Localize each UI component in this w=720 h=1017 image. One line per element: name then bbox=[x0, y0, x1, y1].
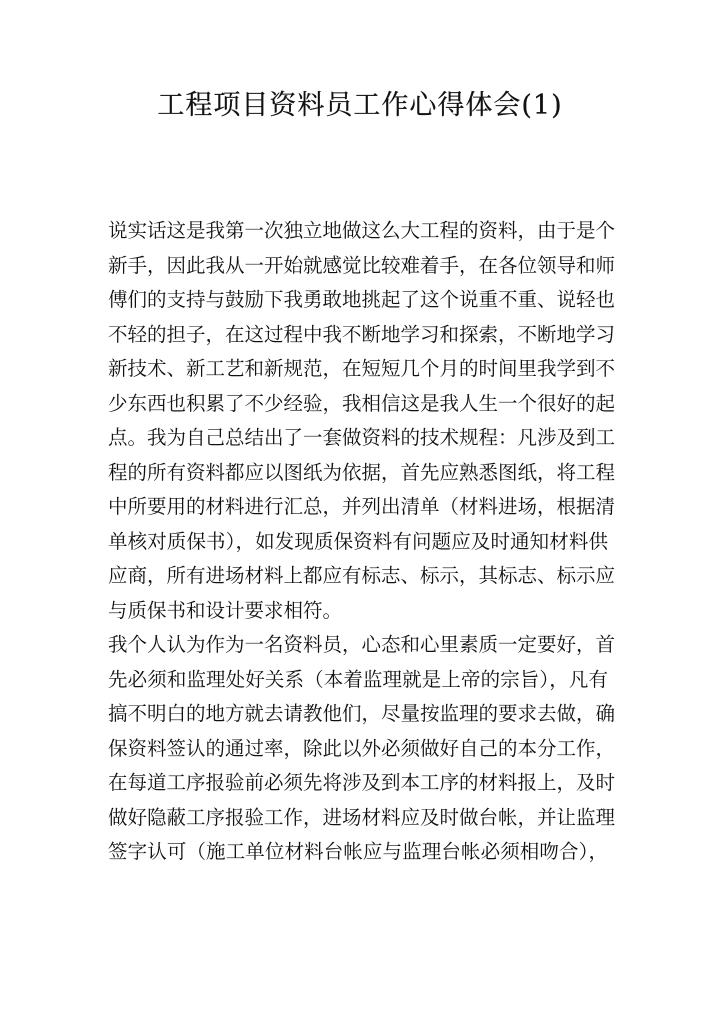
text-line: 先必须和监理处好关系（本着监理就是上帝的宗旨），凡有 bbox=[108, 667, 608, 691]
text-line: 搞不明白的地方就去请教他们，尽量按监理的要求去做，确 bbox=[108, 702, 616, 725]
text-line: 保资料签认的通过率，除此以外必须做好自己的本分工作， bbox=[108, 736, 616, 760]
text-line: 签字认可（施工单位材料台帐应与监理台帐必须相吻合）， bbox=[108, 840, 608, 863]
document-body bbox=[108, 214, 616, 870]
text-line: 做好隐蔽工序报验工作，进场材料应及时做台帐，并让监理 bbox=[108, 805, 616, 829]
paragraph-2 bbox=[108, 628, 616, 870]
text-line: 新技术、新工艺和新规范，在短短几个月的时间里我学到不 bbox=[108, 357, 616, 380]
text-line: 少东西也积累了不少经验，我相信这是我人生一个很好的起 bbox=[108, 391, 616, 415]
text-line: 说实话这是我第一次独立地做这么大工程的资料，由于是个 bbox=[108, 219, 616, 242]
text-line: 中所要用的材料进行汇总，并列出清单（材料进场，根据清 bbox=[108, 495, 616, 518]
text-line: 程的所有资料都应以图纸为依据，首先应熟悉图纸，将工程 bbox=[108, 460, 616, 484]
text-line: 应商，所有进场材料上都应有标志、标示，其标志、标示应 bbox=[108, 564, 616, 587]
text-line: 单核对质保书），如发现质保资料有问题应及时通知材料供 bbox=[108, 529, 608, 553]
text-line: 新手，因此我从一开始就感觉比较难着手，在各位领导和师 bbox=[108, 253, 616, 277]
text-line: 在每道工序报验前必须先将涉及到本工序的材料报上，及时 bbox=[108, 771, 616, 794]
paragraph-1 bbox=[108, 214, 616, 628]
text-line: 与质保书和设计要求相符。 bbox=[108, 598, 343, 622]
text-line: 我个人认为作为一名资料员，心态和心里素质一定要好，首 bbox=[108, 633, 616, 656]
text-line: 点。我为自己总结出了一套做资料的技术规程：凡涉及到工 bbox=[108, 426, 616, 449]
text-line: 傅们的支持与鼓励下我勇敢地挑起了这个说重不重、说轻也 bbox=[108, 288, 616, 311]
text-line: 不轻的担子，在这过程中我不断地学习和探索，不断地学习 bbox=[108, 322, 616, 346]
document-title: 工程项目资料员工作心得体会(1) bbox=[157, 90, 563, 121]
